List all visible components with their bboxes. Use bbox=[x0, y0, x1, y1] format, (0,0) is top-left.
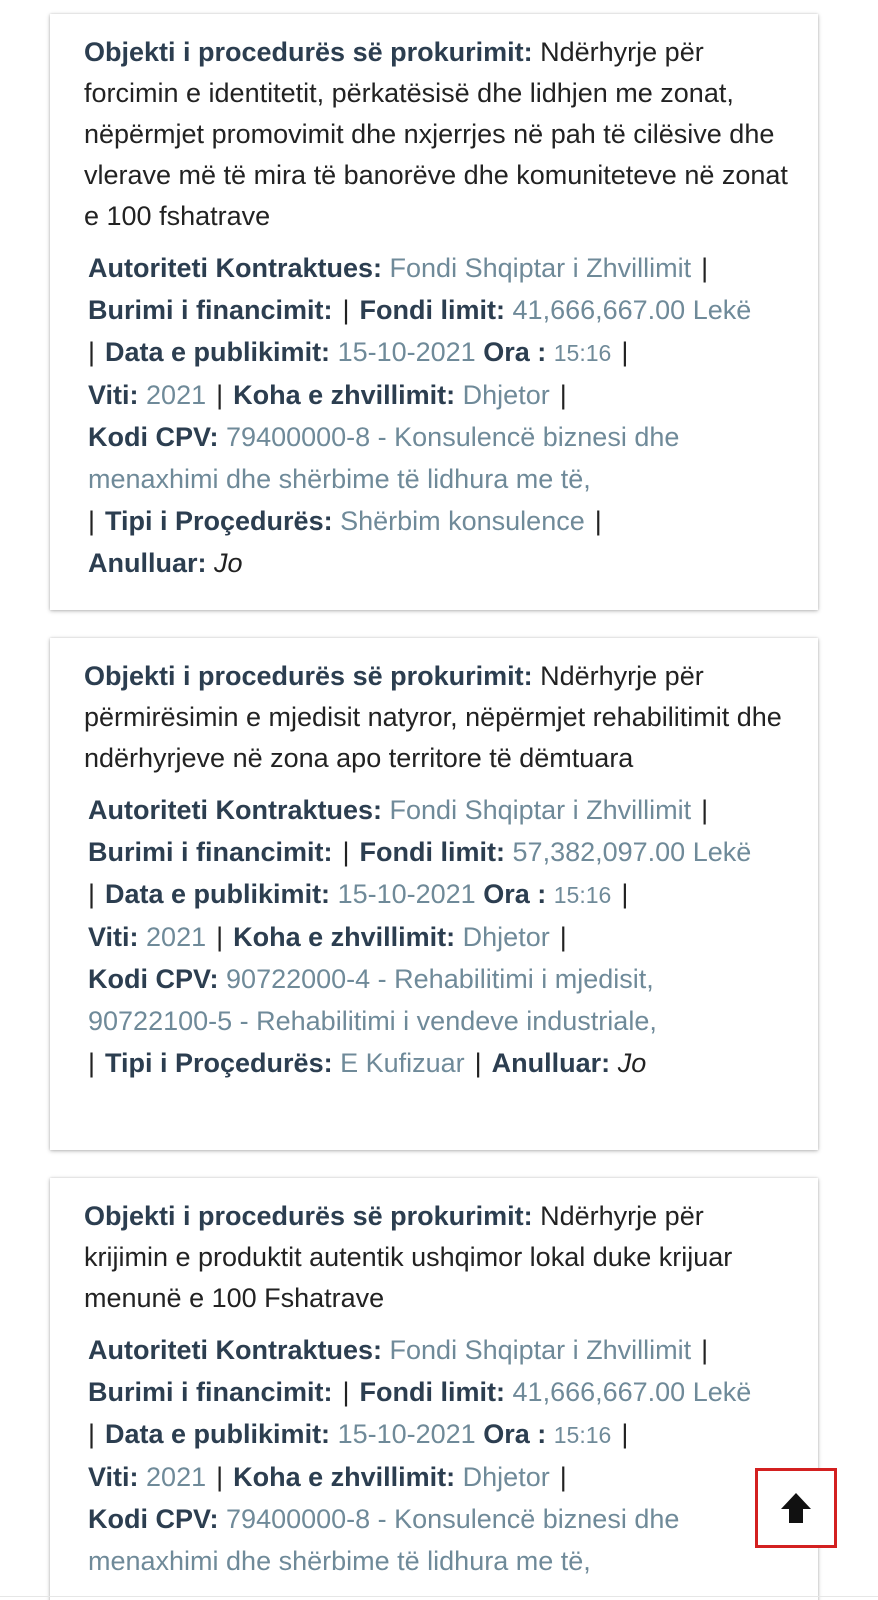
authority-label: Autoriteti Kontraktues: bbox=[88, 1335, 383, 1365]
procedure-meta bbox=[88, 247, 788, 584]
procedure-meta bbox=[88, 1329, 788, 1582]
separator: | bbox=[621, 879, 629, 909]
cpv-label: Kodi CPV: bbox=[88, 1504, 219, 1534]
procedure-type-value: Shërbim konsulence bbox=[340, 506, 585, 536]
publish-date-label: Data e publikimit: bbox=[105, 1419, 331, 1449]
publish-date-label: Data e publikimit: bbox=[105, 879, 331, 909]
cpv-label: Kodi CPV: bbox=[88, 964, 219, 994]
cancelled-value: Jo bbox=[617, 1048, 647, 1078]
dev-time-value: Dhjetor bbox=[462, 922, 550, 952]
cancelled-label: Anulluar: bbox=[491, 1048, 611, 1078]
separator: | bbox=[88, 1048, 96, 1078]
publish-date-value: 15-10-2021 bbox=[337, 337, 476, 367]
fund-limit-value: 41,666,667.00 Lekë bbox=[512, 1377, 752, 1407]
dev-time-value: Dhjetor bbox=[462, 1462, 550, 1492]
year-label: Viti: bbox=[88, 380, 139, 410]
authority-label: Autoriteti Kontraktues: bbox=[88, 253, 383, 283]
fund-limit-value: 41,666,667.00 Lekë bbox=[512, 295, 752, 325]
cpv-value[interactable]: 90722000-4 - Rehabilitimi i mjedisit, 90722100-5 - Rehabilitimi i vendeve industriale, bbox=[88, 964, 657, 1036]
separator: | bbox=[342, 1377, 350, 1407]
divider bbox=[0, 1596, 878, 1597]
separator: | bbox=[474, 1048, 482, 1078]
separator: | bbox=[701, 1335, 709, 1365]
time-label: Ora : bbox=[483, 1419, 547, 1449]
year-value: 2021 bbox=[146, 1462, 207, 1492]
object-text: Ndërhyrje për forcimin e identitetit, përkatësisë dhe lidhjen me zonat, nëpërmjet promovimit dhe nxjerrjes në pah të cilësive dhe vlerave më të mira të banorëve dhe komuniteteve në zonat e 100 fshatrave bbox=[84, 37, 788, 231]
procedure-object bbox=[84, 32, 788, 237]
scroll-to-top-button[interactable] bbox=[755, 1468, 837, 1548]
separator: | bbox=[342, 295, 350, 325]
year-label: Viti: bbox=[88, 1462, 139, 1492]
funding-source-label: Burimi i financimit: bbox=[88, 1377, 333, 1407]
separator: | bbox=[559, 1462, 567, 1492]
time-value: 15:16 bbox=[553, 1422, 612, 1448]
procedure-meta bbox=[88, 789, 788, 1084]
fund-limit-label: Fondi limit: bbox=[359, 1377, 506, 1407]
procedure-card[interactable] bbox=[50, 638, 818, 1150]
separator: | bbox=[342, 837, 350, 867]
separator: | bbox=[88, 337, 96, 367]
procedure-type-label: Tipi i Proçedurës: bbox=[105, 506, 333, 536]
separator: | bbox=[621, 1419, 629, 1449]
object-text: Ndërhyrje për krijimin e produktit autentik ushqimor lokal duke krijuar menunë e 100 Fshatrave bbox=[84, 1201, 733, 1313]
fund-limit-label: Fondi limit: bbox=[359, 837, 506, 867]
procedure-object bbox=[84, 1196, 788, 1319]
procedure-card[interactable] bbox=[50, 14, 818, 610]
time-label: Ora : bbox=[483, 337, 547, 367]
procedure-object bbox=[84, 656, 788, 779]
dev-time-label: Koha e zhvillimit: bbox=[233, 380, 456, 410]
publish-date-value: 15-10-2021 bbox=[337, 879, 476, 909]
cpv-value[interactable]: 79400000-8 - Konsulencë biznesi dhe menaxhimi dhe shërbime të lidhura me të, bbox=[88, 422, 680, 494]
authority-value[interactable]: Fondi Shqiptar i Zhvillimit bbox=[389, 1335, 692, 1365]
separator: | bbox=[88, 506, 96, 536]
separator: | bbox=[216, 380, 224, 410]
cancelled-value: Jo bbox=[214, 548, 243, 578]
separator: | bbox=[88, 1419, 96, 1449]
funding-source-label: Burimi i financimit: bbox=[88, 837, 333, 867]
object-label: Objekti i procedurës së prokurimit: bbox=[84, 37, 533, 67]
separator: | bbox=[701, 253, 709, 283]
separator: | bbox=[88, 879, 96, 909]
procedure-type-label: Tipi i Proçedurës: bbox=[105, 1048, 333, 1078]
object-label: Objekti i procedurës së prokurimit: bbox=[84, 661, 533, 691]
cpv-label: Kodi CPV: bbox=[88, 422, 219, 452]
authority-value[interactable]: Fondi Shqiptar i Zhvillimit bbox=[389, 795, 692, 825]
separator: | bbox=[559, 380, 567, 410]
separator: | bbox=[701, 795, 709, 825]
year-value: 2021 bbox=[146, 922, 207, 952]
separator: | bbox=[594, 506, 602, 536]
cpv-value[interactable]: 79400000-8 - Konsulencë biznesi dhe menaxhimi dhe shërbime të lidhura me të, bbox=[88, 1504, 680, 1576]
object-label: Objekti i procedurës së prokurimit: bbox=[84, 1201, 533, 1231]
procedure-card[interactable] bbox=[50, 1178, 818, 1600]
separator: | bbox=[216, 922, 224, 952]
object-text: Ndërhyrje për përmirësimin e mjedisit natyror, nëpërmjet rehabilitimit dhe ndërhyrjeve në zona apo territore të dëmtuara bbox=[84, 661, 782, 773]
dev-time-value: Dhjetor bbox=[462, 380, 550, 410]
separator: | bbox=[559, 922, 567, 952]
fund-limit-value: 57,382,097.00 Lekë bbox=[512, 837, 752, 867]
year-label: Viti: bbox=[88, 922, 139, 952]
year-value: 2021 bbox=[146, 380, 207, 410]
publish-date-label: Data e publikimit: bbox=[105, 337, 331, 367]
dev-time-label: Koha e zhvillimit: bbox=[233, 922, 456, 952]
separator: | bbox=[621, 337, 629, 367]
time-value: 15:16 bbox=[553, 340, 612, 366]
authority-label: Autoriteti Kontraktues: bbox=[88, 795, 383, 825]
authority-value[interactable]: Fondi Shqiptar i Zhvillimit bbox=[389, 253, 692, 283]
arrow-up-icon bbox=[776, 1488, 816, 1528]
dev-time-label: Koha e zhvillimit: bbox=[233, 1462, 456, 1492]
time-value: 15:16 bbox=[553, 882, 612, 908]
time-label: Ora : bbox=[483, 879, 547, 909]
fund-limit-label: Fondi limit: bbox=[359, 295, 506, 325]
separator: | bbox=[216, 1462, 224, 1492]
publish-date-value: 15-10-2021 bbox=[337, 1419, 476, 1449]
funding-source-label: Burimi i financimit: bbox=[88, 295, 333, 325]
procedure-type-value: E Kufizuar bbox=[340, 1048, 465, 1078]
cancelled-label: Anulluar: bbox=[88, 548, 207, 578]
